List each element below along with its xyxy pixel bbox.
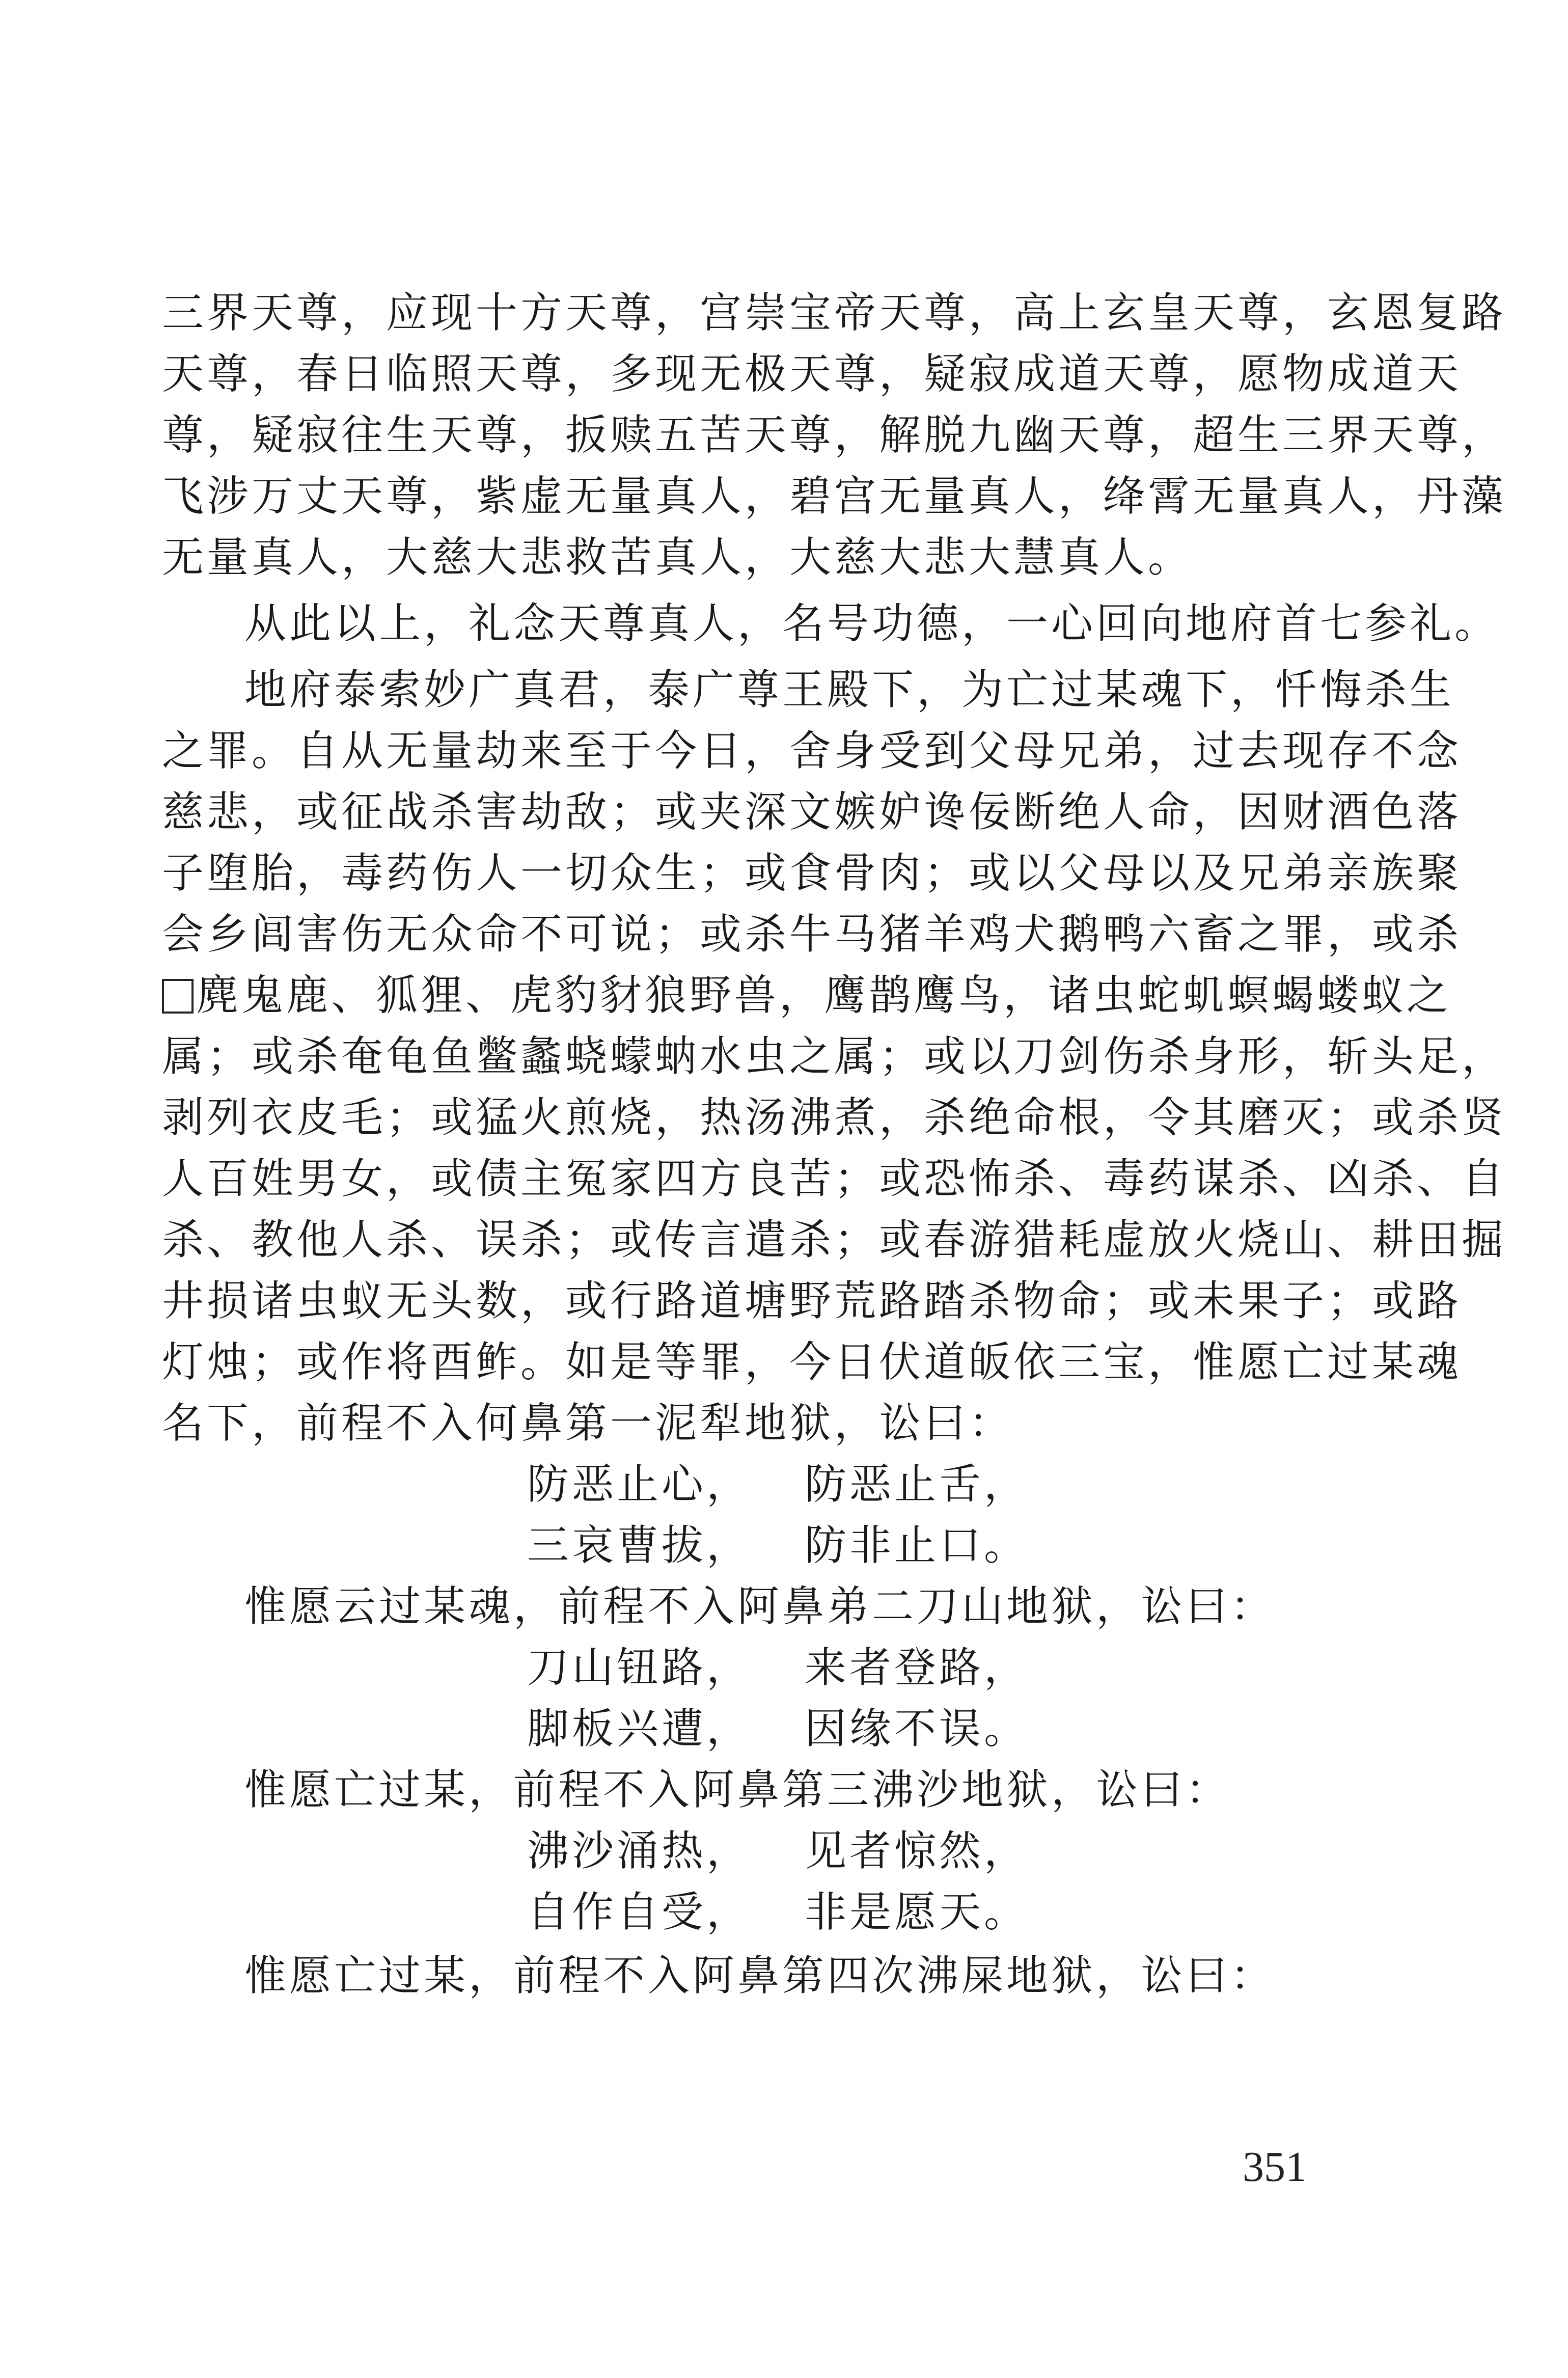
text-line: 人百姓男女，或债主冤家四方良苦；或恐怖杀、毒药谋杀、凶杀、自 bbox=[162, 1155, 1507, 1203]
verse-1-line-1-right: 防恶止舌， bbox=[805, 1460, 1029, 1509]
text-line-with-missing-char bbox=[162, 968, 1451, 1024]
text-line: 无量真人，大慈大悲救苦真人，大慈大悲大慧真人。 bbox=[162, 533, 1193, 582]
verse-2-line-1-right: 来者登路， bbox=[805, 1644, 1029, 1692]
verse-2-line-2-right: 因缘不误。 bbox=[805, 1705, 1029, 1753]
verse-3-line-2-right: 非是愿天。 bbox=[805, 1888, 1029, 1936]
text-line: 剥列衣皮毛；或猛火煎烧，热汤沸煮，杀绝命根，令其磨灭；或杀贤 bbox=[162, 1094, 1507, 1142]
text-line: 杀、教他人杀、误杀；或传言遣杀；或春游猎耗虚放火烧山、耕田掘 bbox=[162, 1216, 1507, 1264]
verse-2-line-2-left: 脚板兴遭， bbox=[527, 1705, 752, 1753]
paragraph-first-line: 从此以上，礼念天尊真人，名号功德，一心回向地府首七参礼。 bbox=[244, 599, 1500, 648]
verse-1-line-2-left: 三哀曹拔， bbox=[527, 1521, 752, 1570]
text-line-content: 麂鬼鹿、狐狸、虎豹豺狼野兽，鹰鹊鹰鸟，诸虫蛇虮螟蝎蝼蚁之 bbox=[197, 971, 1452, 1020]
verse-3-line-1-left: 沸沙涌热， bbox=[527, 1827, 752, 1875]
text-line: 灯烛；或作将酉鲊。如是等罪，今日伏道皈依三宝，惟愿亡过某魂 bbox=[162, 1338, 1462, 1386]
page-number: 351 bbox=[1243, 2143, 1307, 2191]
text-line: 三界天尊，应现十方天尊，宫崇宝帝天尊，高上玄皇天尊，玄恩复路 bbox=[162, 289, 1507, 337]
paragraph-first-line: 惟愿云过某魂，前程不入阿鼻弟二刀山地狱，讼曰： bbox=[244, 1582, 1276, 1631]
text-line: 慈悲，或征战杀害劫敌；或夹深文嫉妒谗佞断绝人命，因财酒色落 bbox=[162, 788, 1462, 836]
text-line: 之罪。自从无量劫来至于今日，舍身受到父母兄弟，过去现存不念 bbox=[162, 727, 1462, 775]
text-line: 会乡闾害伤无众命不可说；或杀牛马猪羊鸡犬鹅鸭六畜之罪，或杀 bbox=[162, 910, 1462, 959]
verse-2-line-1-left: 刀山钮路， bbox=[527, 1644, 752, 1692]
verse-1-line-1-left: 防恶止心， bbox=[527, 1460, 752, 1509]
text-line: 属；或杀奄龟鱼鳖蠡蛲蠓蚋水虫之属；或以刀剑伤杀身形，斩头足， bbox=[162, 1032, 1507, 1081]
paragraph-first-line: 惟愿亡过某，前程不入阿鼻第三沸沙地狱，讼曰： bbox=[244, 1766, 1231, 1814]
verse-3-line-1-right: 见者惊然， bbox=[805, 1827, 1029, 1875]
verse-3-line-2-left: 自作自受， bbox=[527, 1888, 752, 1936]
text-line: 名下，前程不入何鼻第一泥犁地狱，讼曰： bbox=[162, 1399, 1014, 1447]
text-line: 飞涉万丈天尊，紫虚无量真人，碧宫无量真人，绛霄无量真人，丹藻 bbox=[162, 472, 1507, 521]
paragraph-first-line: 地府泰索妙广真君，泰广尊王殿下，为亡过某魂下，忏悔杀生 bbox=[244, 666, 1455, 714]
text-line: 天尊，春日临照天尊，多现无极天尊，疑寂成道天尊，愿物成道天 bbox=[162, 350, 1462, 398]
text-line: 井损诸虫蚁无头数，或行路道塘野荒路踏杀物命；或未果子；或路 bbox=[162, 1277, 1462, 1325]
text-line: 子堕胎，毒药伤人一切众生；或食骨肉；或以父母以及兄弟亲族聚 bbox=[162, 849, 1462, 897]
paragraph-first-line: 惟愿亡过某，前程不入阿鼻第四次沸屎地狱，讼曰： bbox=[244, 1952, 1276, 2000]
missing-character-box bbox=[162, 979, 194, 1014]
text-line: 尊，疑寂往生天尊，扳赎五苦天尊，解脱九幽天尊，超生三界天尊， bbox=[162, 411, 1507, 459]
verse-1-line-2-right: 防非止口。 bbox=[805, 1521, 1029, 1570]
